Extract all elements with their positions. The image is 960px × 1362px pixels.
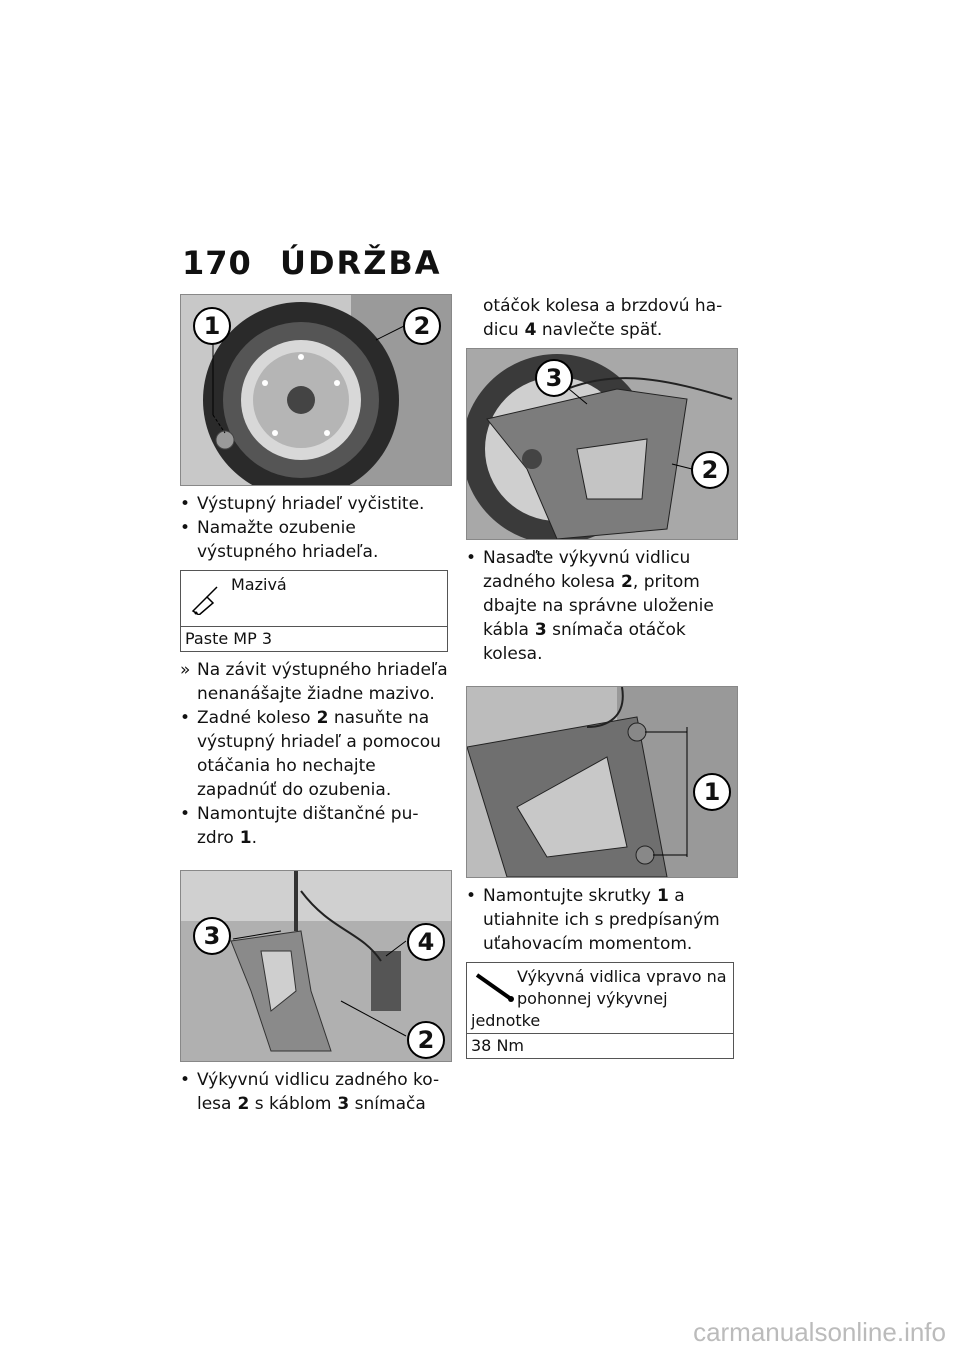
callout-2: 2 [407,1021,445,1059]
watermark: carmanualsonline.info [693,1317,946,1347]
list-item: • Namontujte skrutky 1 a utiahnite ich s predpísaným uťahovacím momentom. [466,886,720,954]
photo-rear-wheel [180,294,452,486]
callout-4: 4 [407,923,445,961]
spec-title: Mazivá [231,575,287,594]
callout-3: 3 [535,359,573,397]
oil-can-icon [189,581,223,619]
steps-list-e [466,884,738,956]
photo-swingarm-cable [180,870,452,1062]
steps-list-d [466,546,738,666]
callout-1: 1 [193,307,231,345]
callout-1: 1 [693,773,731,811]
spec-value: Paste MP 3 [185,629,272,648]
steps-list-c [180,1068,452,1116]
steps-list-a [180,492,452,564]
spec-value: 38 Nm [471,1036,524,1055]
photo-sensor-cable [466,348,738,540]
callout-3: 3 [193,917,231,955]
list-item: • Zadné koleso 2 nasuňte na výstupný hriadeľ a pomocou otáčania ho nechajte zapadnúť do ozubenia. [180,708,441,800]
spec-title: Výkyvná vidlica vpravo na pohonnej výkyvnej [517,967,727,1008]
lubricant-spec-box [180,570,448,652]
spec-title-cont: jednotke [471,1011,541,1030]
photo-bolts [466,686,738,878]
list-item: • Namontujte dištančné pu-zdro 1. [180,804,419,848]
list-item: • Namažte ozubenie výstupného hriadeľa. [180,518,379,562]
torque-spec-box [466,962,734,1059]
callout-2: 2 [691,451,729,489]
page-number: 170 [182,244,252,282]
left-column [180,294,452,1116]
callout-2: 2 [403,307,441,345]
page-title: ÚDRŽBA [280,244,442,282]
continued-text: otáčok kolesa a brzdovú ha-dicu 4 navlečte späť. [483,296,723,340]
list-item: • Výstupný hriadeľ vyčistite. [180,494,425,514]
torque-wrench-icon [475,971,515,1011]
page-header [182,238,442,288]
list-item: » Na závit výstupného hriadeľa nenanášajte žiadne mazivo. [180,660,448,704]
steps-list-b [180,658,452,850]
list-item: • Výkyvnú vidlicu zadného ko-lesa 2 s káblom 3 snímača [180,1070,440,1114]
right-column [466,294,738,1065]
list-item: • Nasaďte výkyvnú vidlicu zadného kolesa 2, pritom dbajte na správne uloženie kábla 3 snímača otáčok kolesa. [466,548,714,664]
